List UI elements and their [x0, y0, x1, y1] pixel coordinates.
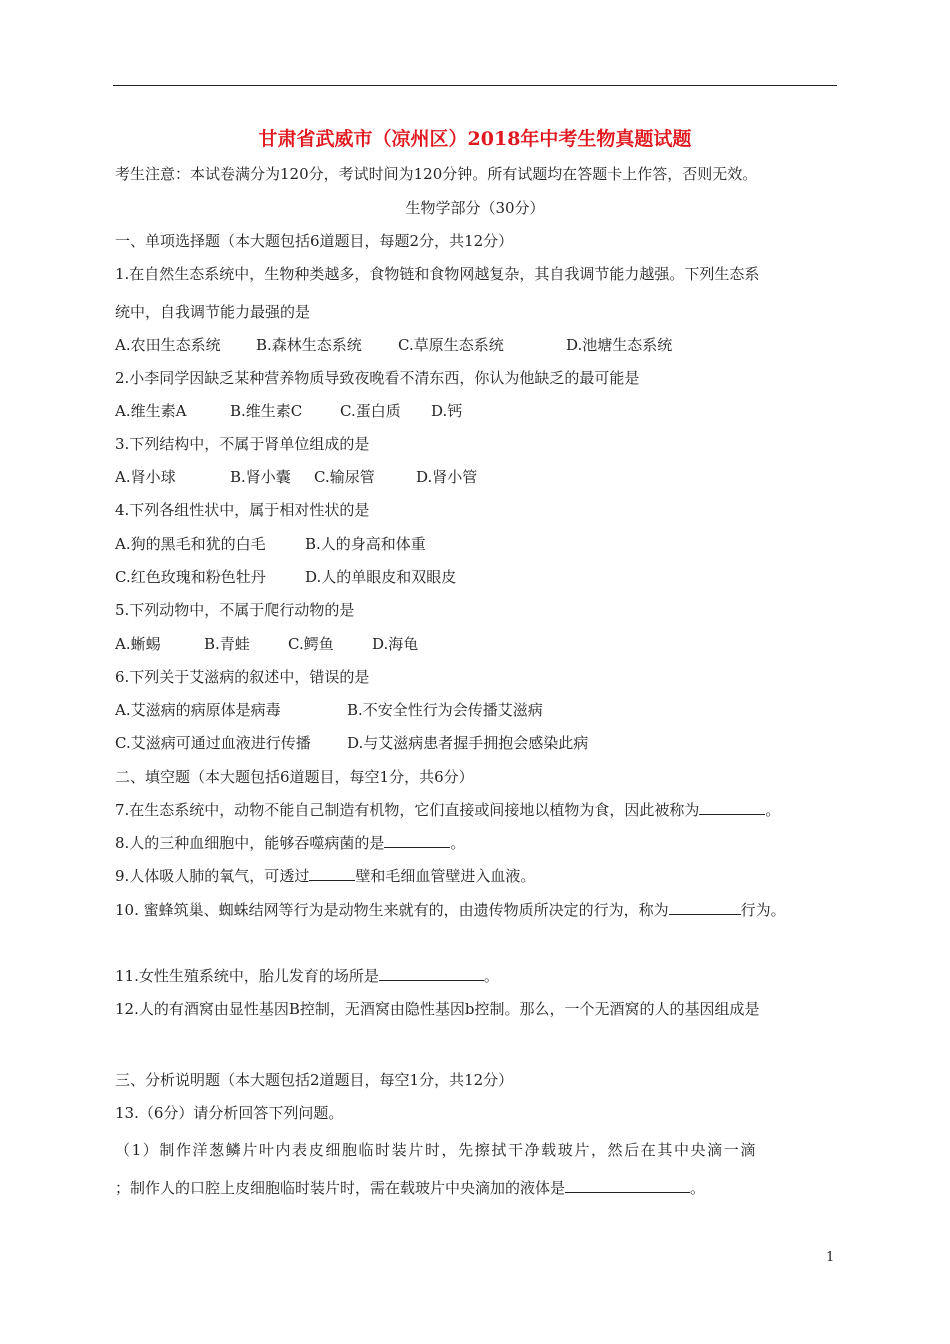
question-1-line2: 统中，自我调节能力最强的是 [115, 303, 311, 321]
q5-option-a: A.蜥蜴 [115, 635, 161, 653]
q4-option-a: A.狗的黑毛和犹的白毛 [115, 535, 266, 553]
q6-option-d: D.与艾滋病患者握手拥抱会感染此病 [347, 734, 589, 752]
q3-option-a: A.肾小球 [115, 468, 176, 486]
question-6-options-row2 [115, 733, 588, 753]
question-13-1-line1: （1）制作洋葱鳞片叶内表皮细胞临时装片时，先擦拭干净载玻片，然后在其中央滴一滴 [115, 1141, 757, 1159]
question-6: 6.下列关于艾滋病的叙述中，错误的是 [115, 668, 370, 686]
q1-option-d: D.池塘生态系统 [566, 336, 673, 354]
q5-option-d: D.海龟 [372, 635, 419, 653]
question-4-options-row2 [115, 567, 456, 587]
part3-heading: 三、分析说明题（本大题包括2道题目，每空1分，共12分） [115, 1071, 514, 1089]
section-title: 生物学部分（30分） [405, 199, 545, 217]
q10-answer-blank[interactable] [669, 900, 741, 915]
q3-option-d: D.肾小管 [416, 468, 478, 486]
question-10: 10. 蜜蜂筑巢、蜘蛛结网等行为是动物生来就有的，由遗传物质所决定的行为，称为 行为。 [115, 901, 786, 919]
q9-answer-blank[interactable] [309, 866, 355, 881]
q13-1-answer-blank[interactable] [565, 1178, 690, 1193]
q1-option-a: A.农田生态系统 [115, 336, 221, 354]
question-4-options-row1 [115, 534, 426, 554]
question-5: 5.下列动物中，不属于爬行动物的是 [115, 601, 355, 619]
question-12: 12.人的有酒窝由显性基因B控制，无酒窝由隐性基因b控制。那么，一个无酒窝的人的基因组成是 [115, 1000, 760, 1018]
page-title: 甘肃省武威市（凉州区）2018年中考生物真题试题 [258, 128, 692, 150]
q1-option-b: B.森林生态系统 [256, 336, 362, 354]
q6-option-a: A.艾滋病的病原体是病毒 [115, 701, 281, 719]
question-3-options [115, 467, 477, 487]
q4-option-c: C.红色玫瑰和粉色牡丹 [115, 568, 266, 586]
q7-answer-blank[interactable] [699, 800, 765, 815]
q4-option-b: B.人的身高和体重 [305, 535, 426, 553]
question-2: 2.小李同学因缺乏某种营养物质导致夜晚看不清东西，你认为他缺乏的最可能是 [115, 369, 640, 387]
q8-answer-blank[interactable] [384, 833, 450, 848]
question-2-options [115, 401, 462, 421]
q6-option-c: C.艾滋病可通过血液进行传播 [115, 734, 311, 752]
q3-option-b: B.肾小囊 [230, 468, 291, 486]
q5-option-b: B.青蛙 [204, 635, 250, 653]
question-1-options [115, 335, 672, 355]
question-7: 7.在生态系统中，动物不能自己制造有机物，它们直接或间接地以植物为食，因此被称为 。 [115, 801, 781, 819]
question-13-1-line2: ；制作人的口腔上皮细胞临时装片时，需在载玻片中央滴加的液体是 。 [115, 1179, 706, 1197]
q1-option-c: C.草原生态系统 [398, 336, 504, 354]
question-13: 13.（6分）请分析回答下列问题。 [115, 1104, 344, 1122]
q2-option-d: D.钙 [431, 402, 463, 420]
header-rule [113, 85, 837, 86]
q2-option-b: B.维生素C [230, 402, 303, 420]
page-number: 1 [826, 1250, 835, 1265]
q2-option-a: A.维生素A [115, 402, 187, 420]
question-6-options-row1 [115, 700, 543, 720]
question-1-line1: 1.在自然生态系统中，生物种类越多，食物链和食物网越复杂，其自我调节能力越强。下列生态系 [115, 265, 760, 283]
q5-option-c: C.鳄鱼 [288, 635, 334, 653]
part2-heading: 二、填空题（本大题包括6道题目，每空1分，共6分） [115, 768, 474, 786]
question-5-options [115, 634, 418, 654]
question-3: 3.下列结构中，不属于肾单位组成的是 [115, 435, 370, 453]
exam-notice: 考生注意：本试卷满分为120分，考试时间为120分钟。所有试题均在答题卡上作答，否则无效。 [115, 165, 758, 183]
part1-heading: 一、单项选择题（本大题包括6道题目，每题2分，共12分） [115, 232, 514, 250]
q3-option-c: C.输尿管 [314, 468, 375, 486]
question-9: 9.人体吸人肺的氧气，可透过 壁和毛细血管壁进入血液。 [115, 867, 536, 885]
q6-option-b: B.不安全性行为会传播艾滋病 [347, 701, 543, 719]
question-8: 8.人的三种血细胞中，能够吞噬病菌的是 。 [115, 834, 466, 852]
q11-answer-blank[interactable] [379, 966, 484, 981]
q4-option-d: D.人的单眼皮和双眼皮 [305, 568, 457, 586]
question-11: 11.女性生殖系统中，胎儿发育的场所是 。 [115, 967, 499, 985]
q2-option-c: C.蛋白质 [340, 402, 401, 420]
question-4: 4.下列各组性状中，属于相对性状的是 [115, 501, 370, 519]
